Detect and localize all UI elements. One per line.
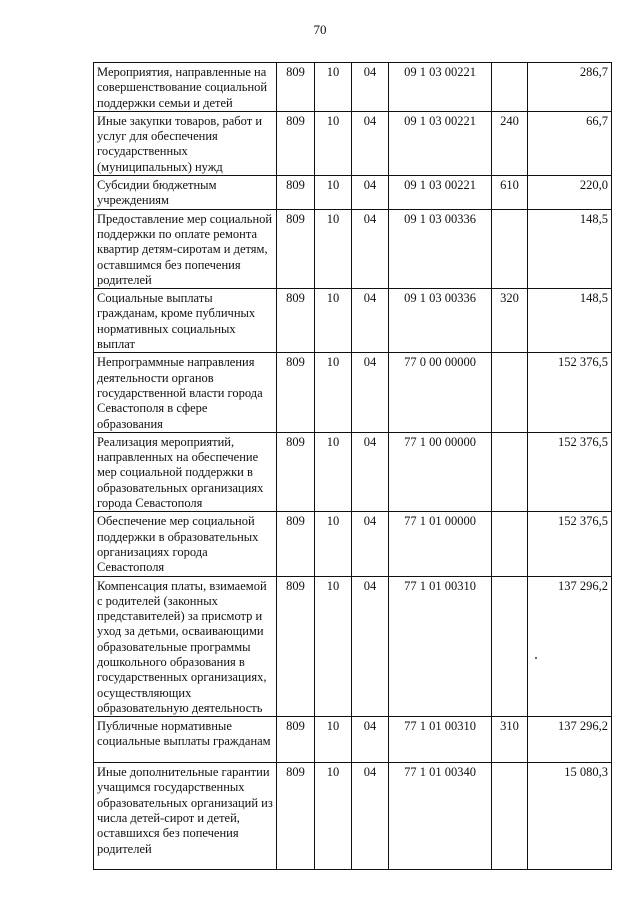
- row-target-article: 09 1 03 00221: [389, 111, 492, 175]
- row-name: Иные закупки товаров, работ и услуг для обеспечения государственных (муниципальных) нужд: [94, 111, 277, 175]
- row-target-article: 09 1 03 00336: [389, 289, 492, 353]
- row-subsection: 04: [352, 209, 389, 288]
- table-row: [94, 289, 612, 353]
- table-row: [94, 512, 612, 576]
- row-target-article: 77 1 01 00310: [389, 576, 492, 717]
- row-grbs: 809: [277, 763, 315, 870]
- table-row: [94, 353, 612, 432]
- row-subsection: 04: [352, 512, 389, 576]
- row-expense-type: [492, 63, 528, 112]
- row-sum: 220,0: [528, 176, 612, 210]
- row-expense-type: [492, 512, 528, 576]
- row-expense-type: [492, 763, 528, 870]
- row-subsection: 04: [352, 717, 389, 763]
- row-grbs: 809: [277, 176, 315, 210]
- row-grbs: 809: [277, 576, 315, 717]
- row-name: Публичные нормативные социальные выплаты гражданам: [94, 717, 277, 763]
- row-name: Мероприятия, направленные на совершенствование социальной поддержки семьи и детей: [94, 63, 277, 112]
- row-section: 10: [315, 432, 352, 511]
- table-row: [94, 432, 612, 511]
- row-name: Обеспечение мер социальной поддержки в образовательных организациях города Севастополя: [94, 512, 277, 576]
- row-name: Социальные выплаты гражданам, кроме публичных нормативных социальных выплат: [94, 289, 277, 353]
- row-subsection: 04: [352, 432, 389, 511]
- row-section: 10: [315, 176, 352, 210]
- row-target-article: 77 1 00 00000: [389, 432, 492, 511]
- row-target-article: 77 1 01 00310: [389, 717, 492, 763]
- row-target-article: 09 1 03 00221: [389, 63, 492, 112]
- row-section: 10: [315, 289, 352, 353]
- row-sum: 66,7: [528, 111, 612, 175]
- scan-speck: [535, 657, 537, 659]
- table-row: [94, 111, 612, 175]
- row-name: Иные дополнительные гарантии учащимся государственных образовательных организаций из числа детей-сирот и детей, оставшихся без попечения родителей: [94, 763, 277, 870]
- row-grbs: 809: [277, 432, 315, 511]
- row-section: 10: [315, 353, 352, 432]
- row-target-article: 77 0 00 00000: [389, 353, 492, 432]
- table-row: [94, 576, 612, 717]
- row-expense-type: [492, 209, 528, 288]
- row-subsection: 04: [352, 111, 389, 175]
- row-sum: 137 296,2: [528, 717, 612, 763]
- row-section: 10: [315, 209, 352, 288]
- row-name: Предоставление мер социальной поддержки по оплате ремонта квартир детям-сиротам и детям, оставшимся без попечения родителей: [94, 209, 277, 288]
- row-expense-type: [492, 353, 528, 432]
- row-sum: 148,5: [528, 289, 612, 353]
- row-expense-type: [492, 432, 528, 511]
- row-sum: 286,7: [528, 63, 612, 112]
- row-sum: 152 376,5: [528, 512, 612, 576]
- table-row: [94, 63, 612, 112]
- row-sum: 137 296,2: [528, 576, 612, 717]
- row-subsection: 04: [352, 763, 389, 870]
- row-section: 10: [315, 63, 352, 112]
- row-sum: 152 376,5: [528, 432, 612, 511]
- row-sum: 152 376,5: [528, 353, 612, 432]
- row-target-article: 77 1 01 00000: [389, 512, 492, 576]
- row-name: Непрограммные направления деятельности органов государственной власти города Севастополя в сфере образования: [94, 353, 277, 432]
- row-subsection: 04: [352, 63, 389, 112]
- budget-table: [93, 62, 612, 870]
- row-subsection: 04: [352, 353, 389, 432]
- row-expense-type: 310: [492, 717, 528, 763]
- row-sum: 15 080,3: [528, 763, 612, 870]
- row-target-article: 77 1 01 00340: [389, 763, 492, 870]
- row-section: 10: [315, 111, 352, 175]
- row-expense-type: [492, 576, 528, 717]
- row-sum: 148,5: [528, 209, 612, 288]
- row-grbs: 809: [277, 353, 315, 432]
- row-subsection: 04: [352, 176, 389, 210]
- row-section: 10: [315, 512, 352, 576]
- row-grbs: 809: [277, 289, 315, 353]
- row-grbs: 809: [277, 717, 315, 763]
- row-subsection: 04: [352, 576, 389, 717]
- row-target-article: 09 1 03 00336: [389, 209, 492, 288]
- table-row: [94, 176, 612, 210]
- row-expense-type: 240: [492, 111, 528, 175]
- row-section: 10: [315, 763, 352, 870]
- row-expense-type: 610: [492, 176, 528, 210]
- row-grbs: 809: [277, 63, 315, 112]
- table-row: [94, 209, 612, 288]
- table-row: [94, 717, 612, 763]
- page-number: 70: [313, 22, 327, 37]
- table-row: [94, 763, 612, 870]
- row-grbs: 809: [277, 512, 315, 576]
- row-section: 10: [315, 717, 352, 763]
- row-expense-type: 320: [492, 289, 528, 353]
- row-name: Компенсация платы, взимаемой с родителей (законных представителей) за присмотр и уход за детьми, осваивающими образовательные программы дошкольного образования в государственных организациях, осуществляющих образовательную деятельность: [94, 576, 277, 717]
- row-name: Субсидии бюджетным учреждениям: [94, 176, 277, 210]
- row-section: 10: [315, 576, 352, 717]
- row-grbs: 809: [277, 209, 315, 288]
- row-name: Реализация мероприятий, направленных на обеспечение мер социальной поддержки в образовательных организациях города Севастополя: [94, 432, 277, 511]
- row-grbs: 809: [277, 111, 315, 175]
- row-subsection: 04: [352, 289, 389, 353]
- row-target-article: 09 1 03 00221: [389, 176, 492, 210]
